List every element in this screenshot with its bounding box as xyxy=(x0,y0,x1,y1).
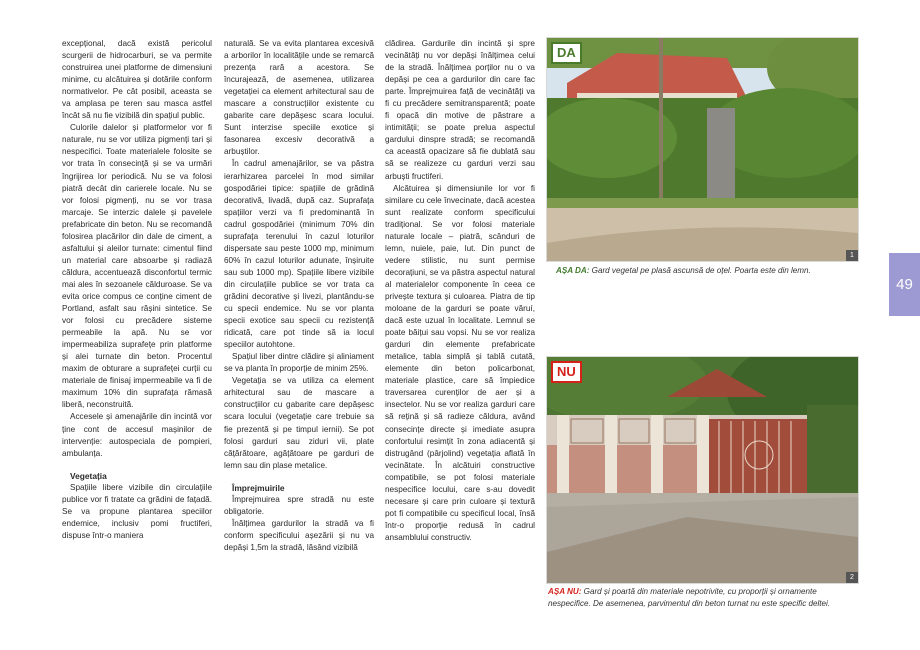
caption-good-example xyxy=(556,265,856,277)
photo-bad-fence xyxy=(546,356,859,584)
text-column-3 xyxy=(385,38,535,544)
paragraph: Înălțimea gardurilor la stradă va fi conform specificului așezării și nu va depăși 1,5m la stradă, lăsând vizibilă xyxy=(224,518,374,552)
paragraph: Alcătuirea și dimensiunile lor vor fi similare cu cele învecinate, dacă acestea sunt realizate conform specificului tradițional. Se vor folosi materiale naturale locale – piatră, scânduri de lemn, nuiele, paie, lut. Din punct de vedere stilistic, nu sunt permise decorațiuni, se va păstra aspectul natural al materialelor componente în ceea ce privește textura și culoarea. Piatra de tip moloane de la garduri se poate văruí, dacă este uzual în localitate. Lemnul se poate băițui sau vopsi. Nu se vor realiza garduri din elemente prefabricate metalice, tabla simplă și tablă cutată, elemente din beton policarbonat, materiale plastice, care să împiedice traversarea curenților de aer și a insectelor. Nu se vor realiza garduri care să rețină și să radieze căldura, având consecințe directe și imediate asupra confortului resimțit în zona adiacentă și distrugând (pârjolind) vegetația aflată în vecinătate. În alcătuiri constructive compatibile, se pot folosi materiale nespecifice locului, care s-au dovedit necesare și care prin culoare și textură pot fi compatibile cu specificul local, însă într-o proporție redusă în cadrul ansamblului constructiv. xyxy=(385,183,535,542)
figure-number: 2 xyxy=(846,572,858,583)
section-heading-imprejmuirile: Împrejmuirile xyxy=(232,482,285,493)
text-column-2 xyxy=(224,38,374,554)
paragraph: Spațiile libere vizibile din circulațiile publice vor fi tratate ca grădini de fațadă. Se va propune plantarea speciilor endemice, inclusiv pomi fructiferi, dispuse într-o maniera xyxy=(62,482,212,540)
photo-good-fence xyxy=(546,37,859,262)
paragraph: Culorile dalelor și platformelor vor fi naturale, nu se vor utiliza pigmenți tari și nespecifici. Toate materialele folosite se vor trata în consecință și se va urmări îngrijirea lor periodică. Nu se va folosi piatră decât din carierele locale. Nu se vor folosi pigmenți, nu se vor trasa marcaje. Se interzic dalele și pavelele prefabricate din beton. Nu se recomandă folosirea placărilor din dale de ciment, a asfaltului și aleilor turnate: cimentul fiind un material care absoarbe și radiază căldura, accentuează disconfortul termic mai ales în sezoanele călduroase. Se va evita orice compus ce conține ciment de Portland, asfalt sau rășini sintetice. Se vor folosi cu precădere sisteme permeabile la apă. Nu se vor impermeabiliza suprafețe prin platforme și alei turnate din beton. Procentul maxim de obturare a suprafeței curții cu materiale de finisaj impermeabile va fi de maximum 10% din suprafața rămasă liberă, neconstruită. xyxy=(62,123,212,410)
figure-number: 1 xyxy=(846,250,858,261)
caption-text: Gard și poartă din materiale nepotrivite, cu proporții și ornamente nespecifice. De asemenea, parvimentul din beton turnat nu este specific deltei. xyxy=(548,587,831,608)
badge-da: DA xyxy=(551,42,582,64)
paragraph: În cadrul amenajărilor, se va păstra ierarhizarea parcelei în mod similar gospodăriei tipice: spațiile de grădină decorativă, livadă, după caz. Suprafața spațiilor verzi va fi predominantă în cadrul gospodăriei (minimum 70% din suprafața terenului în cazul loturilor dispersate sau peste 1000 mp, minimum 60% în cazul loturilor adunate, înșiruite sau sub 1000 mp). Spațiile libere vizibile din circulațiile publice se vor trata ca grădini decorative și livezi, plantându-se cu specii endemice. Nu se vor planta specii exotice sau specii cu rezistență ridicată, care pot tinde să ia locul speciilor autohtone. xyxy=(224,159,374,350)
caption-lead: AȘA DA: xyxy=(556,266,590,275)
caption-text: Gard vegetal pe plasă ascunsă de oțel. Poarta este din lemn. xyxy=(589,266,811,275)
caption-lead: AȘA NU: xyxy=(548,587,582,596)
paragraph: Împrejmuirea spre stradă nu este obligatorie. xyxy=(224,494,374,516)
badge-nu: NU xyxy=(551,361,582,383)
paragraph: Spațiul liber dintre clădire și aliniament se va planta în proporție de minim 25%. xyxy=(224,352,374,374)
hedge-fence-illustration xyxy=(547,38,858,261)
page-number-tab: 49 xyxy=(889,253,920,316)
paragraph: excepțional, dacă există pericolul scurgerii de hidrocarburi, se va permite construirea unei platforme de dimensiuni minime, cu alcătuirea și dotările conform normativelor. Pe cât posibil, aceasta se va amplasa pe teren sau masca astfel încât să nu fie vizibilă din spațiul public. xyxy=(62,39,212,121)
paragraph: Accesele și amenajările din incintă vor ține cont de accesul mașinilor de intervenție: autospeciala de pompieri, ambulanța. xyxy=(62,412,212,458)
text-column-1 xyxy=(62,38,212,542)
metal-fence-illustration xyxy=(547,357,858,583)
paragraph: clădirea. Gardurile din incintă și spre vecinătăți nu vor depăși înălțimea celui de la stradă. Înălțimea porților nu o va depăși pe cea a gardurilor din care fac parte. Împrejmuirea față de vecinătăți va fi cu precădere semitransparentă; poate fi opacă din motive de păstrare a intimității; se poate prelua aspectul gardului dinspre stradă; se recomandă ca această opacizare să fie dublată sau să se realizeze cu garduri verzi sau arbuști fructiferi. xyxy=(385,39,535,181)
paragraph: naturală. Se va evita plantarea excesivă a arborilor în localitățile unde se remarcă prezența rară a acestora. Se încurajează, de asemenea, utilizarea vegetației ca element arhitectural sau de mascare a construcțiilor existente cu gabarite care depășesc scara locului. Sunt interzise speciile exotice și fasonarea excesiv decorativă a arbuștilor. xyxy=(224,39,374,157)
section-heading-vegetatia: Vegetația xyxy=(70,470,107,481)
paragraph: Vegetația se va utiliza ca element arhitectural sau de mascare a construcțiilor cu gabarite care depășesc scara locului (vegetație care trebuie sa fie prezentă și pe timpul iernii). Se pot folosi garduri sau ziduri vii, plate cățărătoare, agățătoare pe garduri de lemn sau din plase metalice. xyxy=(224,376,374,470)
caption-bad-example xyxy=(548,586,860,609)
